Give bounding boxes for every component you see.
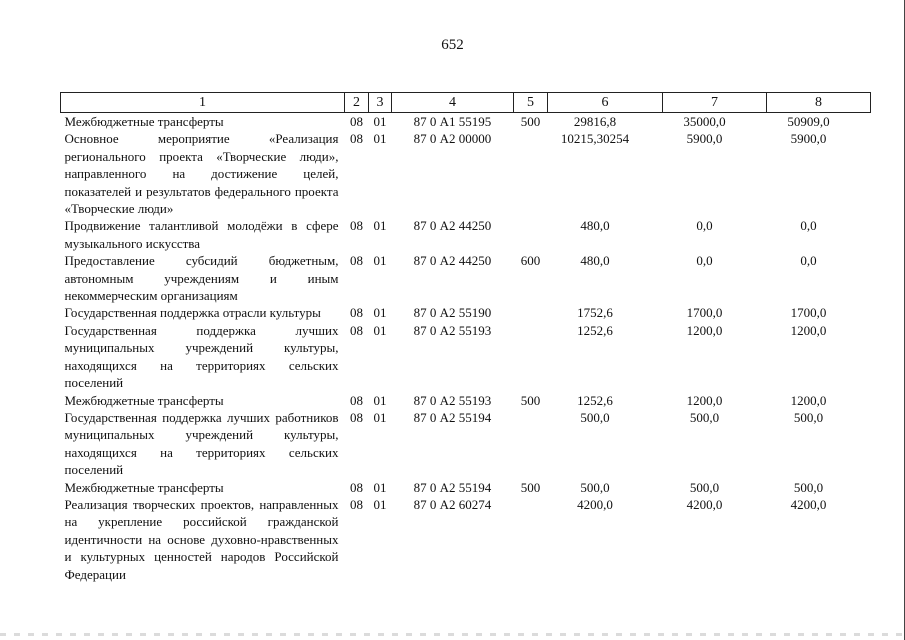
table-row xyxy=(61,322,871,392)
row-expense-type xyxy=(514,304,548,321)
row-amount-year3: 500,0 xyxy=(793,409,824,425)
row-amount-year1: 4200,0 xyxy=(577,496,613,512)
row-name: Государственная поддержка лучших работников муниципальных учреждений культуры, находящихся на территориях сельских поселений xyxy=(64,409,339,478)
row-target-code: 87 0 А2 00000 xyxy=(413,131,492,147)
row-subsection: 01 xyxy=(373,305,387,321)
budget-table xyxy=(60,92,871,583)
row-expense-type: 500 xyxy=(520,114,541,129)
row-amount-year2: 0,0 xyxy=(696,253,713,269)
row-amount-year2: 4200,0 xyxy=(686,496,723,512)
row-amount-year2: 500,0 xyxy=(689,409,720,425)
row-name: Государственная поддержка лучших муниципальных учреждений культуры, находящихся на территориях сельских поселений xyxy=(64,322,339,391)
row-amount-year1: 480,0 xyxy=(580,253,610,269)
row-target-code: 87 0 А2 55194 xyxy=(413,479,492,495)
row-section: 08 xyxy=(350,253,363,269)
page-number: 652 xyxy=(441,37,464,53)
row-amount-year1: 500,0 xyxy=(580,409,610,425)
table-row xyxy=(61,130,871,217)
row-name: Межбюджетные трансферты xyxy=(64,392,224,408)
row-target-code: 87 0 А2 55193 xyxy=(413,322,492,338)
row-target-code: 87 0 А2 55193 xyxy=(413,392,492,408)
row-expense-type: 600 xyxy=(520,253,541,269)
row-amount-year1: 500,0 xyxy=(580,479,610,495)
row-section: 08 xyxy=(350,114,363,129)
row-target-code: 87 0 А2 44250 xyxy=(413,218,492,234)
row-name: Межбюджетные трансферты xyxy=(64,479,224,495)
row-section: 08 xyxy=(350,409,363,425)
row-section: 08 xyxy=(350,479,363,495)
row-amount-year1: 29816,8 xyxy=(573,114,617,129)
row-name: Основное мероприятие «Реализация регионального проекта «Творческие люди», направленного на достижение целей, показателей и результатов федерального проекта «Творческие люди» xyxy=(64,131,339,217)
table-row xyxy=(61,496,871,583)
table-row xyxy=(61,392,871,409)
row-section: 08 xyxy=(350,218,363,234)
row-amount-year2: 1200,0 xyxy=(686,392,723,408)
row-expense-type xyxy=(514,496,548,583)
row-subsection: 01 xyxy=(373,253,387,269)
row-amount-year3: 500,0 xyxy=(793,479,824,495)
table-row xyxy=(61,409,871,479)
row-target-code: 87 0 А2 55190 xyxy=(413,305,492,321)
row-name: Межбюджетные трансферты xyxy=(64,114,224,129)
row-subsection: 01 xyxy=(373,496,387,512)
scan-edge-artifact xyxy=(0,633,905,636)
row-section: 08 xyxy=(350,131,363,147)
row-target-code: 87 0 А2 44250 xyxy=(413,253,492,269)
row-name: Государственная поддержка отрасли культуры xyxy=(64,305,321,321)
row-amount-year2: 0,0 xyxy=(696,218,713,234)
row-expense-type xyxy=(514,409,548,479)
row-section: 08 xyxy=(350,392,363,408)
row-name: Продвижение талантливой молодёжи в сфере музыкального искусства xyxy=(64,218,339,251)
row-amount-year1: 1252,6 xyxy=(577,322,613,338)
table-row xyxy=(61,217,871,252)
row-amount-year1: 1752,6 xyxy=(577,305,613,321)
col-header-6: 6 xyxy=(548,93,663,113)
row-expense-type: 500 xyxy=(520,392,541,408)
row-amount-year3: 50909,0 xyxy=(787,114,830,129)
row-amount-year3: 0,0 xyxy=(800,253,817,269)
row-amount-year1: 1252,6 xyxy=(577,392,613,408)
row-section: 08 xyxy=(350,322,363,338)
table-row xyxy=(61,252,871,304)
row-target-code: 87 0 А2 60274 xyxy=(413,496,492,512)
col-header-5: 5 xyxy=(514,93,548,113)
row-subsection: 01 xyxy=(373,322,387,338)
table-row xyxy=(61,304,871,321)
table-row xyxy=(61,479,871,496)
row-expense-type xyxy=(514,130,548,217)
col-header-3: 3 xyxy=(369,93,392,113)
row-amount-year2: 35000,0 xyxy=(683,114,726,129)
row-amount-year2: 1200,0 xyxy=(686,322,723,338)
row-amount-year3: 1200,0 xyxy=(790,322,827,338)
col-header-2: 2 xyxy=(345,93,369,113)
row-amount-year3: 1200,0 xyxy=(790,392,827,408)
row-amount-year3: 0,0 xyxy=(800,218,817,234)
row-expense-type: 500 xyxy=(520,479,541,495)
col-header-1: 1 xyxy=(61,93,345,113)
row-amount-year3: 4200,0 xyxy=(790,496,827,512)
row-subsection: 01 xyxy=(373,479,387,495)
row-expense-type xyxy=(514,217,548,252)
row-subsection: 01 xyxy=(373,392,387,408)
row-expense-type xyxy=(514,322,548,392)
row-amount-year2: 1700,0 xyxy=(686,305,723,321)
row-amount-year1: 480,0 xyxy=(580,218,610,234)
row-target-code: 87 0 А1 55195 xyxy=(413,114,492,129)
row-subsection: 01 xyxy=(373,218,387,234)
row-subsection: 01 xyxy=(373,131,387,147)
col-header-7: 7 xyxy=(663,93,767,113)
row-target-code: 87 0 А2 55194 xyxy=(413,409,492,425)
row-amount-year1: 10215,30254 xyxy=(560,131,630,147)
row-amount-year3: 1700,0 xyxy=(790,305,827,321)
col-header-8: 8 xyxy=(767,93,871,113)
col-header-4: 4 xyxy=(392,93,514,113)
row-amount-year3: 5900,0 xyxy=(790,131,827,147)
row-subsection: 01 xyxy=(373,409,387,425)
table-row xyxy=(61,113,871,131)
row-name: Предоставление субсидий бюджетным, автономным учреждениям и иным некоммерческим организациям xyxy=(64,253,339,304)
row-amount-year2: 5900,0 xyxy=(686,131,723,147)
row-name: Реализация творческих проектов, направленных на укрепление российской гражданской идентичности на основе духовно-нравственных и культурных ценностей народов Российской Федерации xyxy=(64,496,339,582)
header-row xyxy=(61,93,871,113)
row-amount-year2: 500,0 xyxy=(689,479,720,495)
row-subsection: 01 xyxy=(373,114,387,129)
row-section: 08 xyxy=(350,496,363,512)
row-section: 08 xyxy=(350,305,363,321)
